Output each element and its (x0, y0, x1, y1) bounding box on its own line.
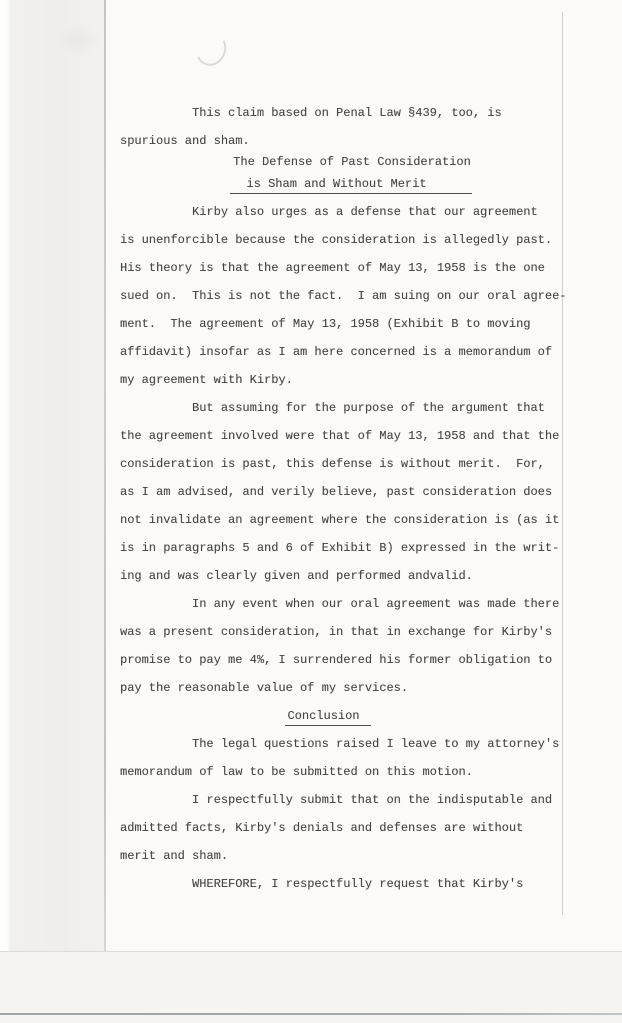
line-text: admitted facts, Kirby's denials and defenses are without (120, 821, 524, 835)
text-line (120, 310, 570, 338)
line-text: In any event when our oral agreement was made there (120, 597, 560, 611)
line-text: is Sham and Without Merit (230, 177, 471, 194)
text-line (120, 282, 570, 310)
scanner-edge-bar (0, 1013, 622, 1015)
page-fold-line (104, 0, 106, 951)
text-line (120, 506, 570, 534)
line-text: was a present consideration, in that in exchange for Kirby's (120, 625, 553, 639)
text-line (120, 842, 570, 870)
line-text: ment. The agreement of May 13, 1958 (Exhibit B to moving (120, 317, 531, 331)
line-text: as I am advised, and verily believe, past consideration does (120, 485, 553, 499)
line-text: is unenforcible because the consideration is allegedly past. (120, 233, 553, 247)
text-line (120, 590, 570, 618)
line-text: The Defense of Past Consideration (233, 155, 471, 169)
text-line (120, 814, 570, 842)
text-line (120, 422, 570, 450)
line-text: sued on. This is not the fact. I am suing on our oral agree- (120, 289, 567, 303)
text-line (120, 758, 570, 786)
line-text: I respectfully submit that on the indisputable and (120, 793, 553, 807)
line-text: not invalidate an agreement where the consideration is (as it (120, 513, 560, 527)
line-text: His theory is that the agreement of May 13, 1958 is the one (120, 261, 545, 275)
line-text: The legal questions raised I leave to my attorney's (120, 737, 560, 751)
line-text: This claim based on Penal Law §439, too, is (120, 106, 502, 120)
line-text: promise to pay me 4%, I surrendered his former obligation to (120, 653, 553, 667)
line-text: spurious and sham. (120, 134, 250, 148)
text-line (120, 394, 570, 422)
line-text: pay the reasonable value of my services. (120, 681, 409, 695)
text-line (120, 127, 570, 155)
text-line (120, 99, 570, 127)
text-line (120, 618, 570, 646)
text-line (120, 534, 570, 562)
text-line (120, 478, 570, 506)
smudge-mark (55, 24, 100, 56)
text-line (120, 786, 570, 814)
line-text: ing and was clearly given and performed andvalid. (120, 569, 473, 583)
heading-line (120, 170, 570, 198)
page-number (120, 918, 570, 946)
line-text: Kirby also urges as a defense that our agreement (120, 205, 538, 219)
line-text: my agreement with Kirby. (120, 373, 293, 387)
line-text: consideration is past, this defense is without merit. For, (120, 457, 545, 471)
scan-left-margin (0, 0, 104, 952)
text-line (120, 450, 570, 478)
text-line (120, 226, 570, 254)
document-text (120, 0, 570, 898)
line-text: affidavit) insofar as I am here concerned is a memorandum of (120, 345, 553, 359)
heading-line (120, 155, 570, 170)
line-text: is in paragraphs 5 and 6 of Exhibit B) expressed in the writ- (120, 541, 560, 555)
text-line (120, 674, 570, 702)
text-line (120, 646, 570, 674)
line-text: But assuming for the purpose of the argument that (120, 401, 545, 415)
line-text: WHEREFORE, I respectfully request that Kirby's (120, 877, 524, 891)
line-text: the agreement involved were that of May 13, 1958 and that the (120, 429, 560, 443)
text-line (120, 338, 570, 366)
text-line (120, 870, 570, 898)
text-line (120, 198, 570, 226)
text-line (120, 366, 570, 394)
line-text: Conclusion (285, 708, 370, 726)
text-line (120, 254, 570, 282)
line-text: merit and sham. (120, 849, 229, 863)
line-text: memorandum of law to be submitted on this motion. (120, 765, 473, 779)
text-line (120, 730, 570, 758)
heading-line (120, 702, 570, 730)
text-line (120, 562, 570, 590)
